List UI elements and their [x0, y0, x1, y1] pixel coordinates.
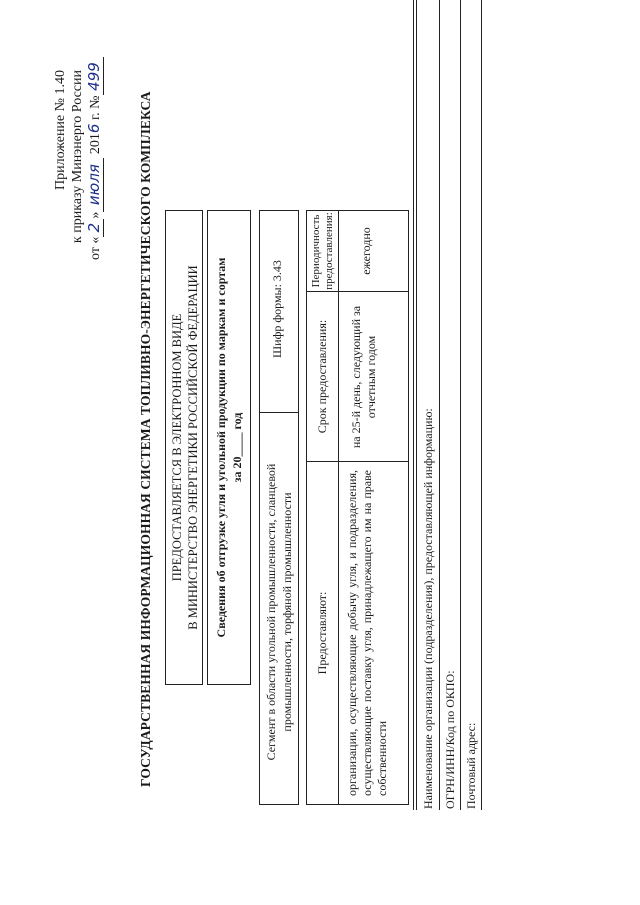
- order-number: 499: [86, 57, 104, 95]
- organization-name-label: Наименование организации (подразделения), предоставляющей информацию:: [421, 408, 435, 809]
- header-deadline: Срок предоставления:: [315, 319, 329, 434]
- info-rule-3: [481, 0, 482, 810]
- date-month: июля: [86, 158, 104, 212]
- date-quote: »: [88, 211, 103, 219]
- appendix-number: Приложение № 1.40: [53, 70, 68, 190]
- form-code: Шифр формы: 3.43: [270, 260, 284, 358]
- segment-divider: [260, 412, 298, 413]
- appendix-date-line: [85, 62, 104, 260]
- periodicity-value: ежегодно: [359, 227, 373, 275]
- date-year-prefix: 201: [88, 133, 103, 155]
- appendix-header: [52, 62, 104, 260]
- ogrn-inn-okpo-label: ОГРН/ИНН/Код по ОКПО:: [443, 670, 457, 809]
- deadline-value: на 25-й день, следующий за отчетным годом: [349, 305, 378, 449]
- system-title: ГОСУДАРСТВЕННАЯ ИНФОРМАЦИОННАЯ СИСТЕМА ТОПЛИВНО-ЭНЕРГЕТИЧЕСКОГО КОМПЛЕКСА: [138, 91, 153, 787]
- date-prefix: от «: [88, 236, 103, 260]
- date-year-digit: 6: [85, 123, 103, 134]
- table-header-divider: [338, 211, 339, 804]
- info-rule-2: [460, 0, 461, 810]
- report-title: Сведения об отгрузке угля и угольной продукции по маркам и сортам: [214, 257, 228, 638]
- appendix-order-reference: к приказу Минэнерго России: [70, 70, 85, 244]
- submission-line-2: В МИНИСТЕРСТВО ЭНЕРГЕТИКИ РОССИЙСКОЙ ФЕДЕРАЦИИ: [186, 265, 200, 630]
- info-rule-1: [439, 0, 440, 810]
- header-periodicity: Периодичность предоставления:: [310, 212, 335, 290]
- providers-value: организации, осуществляющие добычу угля, и подразделения, осуществляющие поставку угля, принадлежащего им на праве собственности: [345, 470, 389, 796]
- date-number-label: г. №: [88, 95, 103, 121]
- header-providers: Предоставляют:: [315, 591, 329, 675]
- info-rule-top: [413, 0, 414, 810]
- date-day: 2: [86, 219, 104, 237]
- providers-table: [306, 210, 409, 805]
- segment-text: Сегмент в области угольной промышленности, сланцевой промышленности, торфяной промышленности: [264, 463, 294, 761]
- report-title-box: [207, 210, 251, 685]
- submission-box: [165, 210, 203, 685]
- submission-line-1: ПРЕДОСТАВЛЯЕТСЯ В ЭЛЕКТРОННОМ ВИДЕ: [170, 313, 184, 582]
- info-rule-top-double: [416, 0, 417, 810]
- segment-row: [259, 210, 299, 805]
- report-period: за 20____ год: [230, 412, 244, 483]
- postal-address-label: Почтовый адрес:: [464, 722, 478, 809]
